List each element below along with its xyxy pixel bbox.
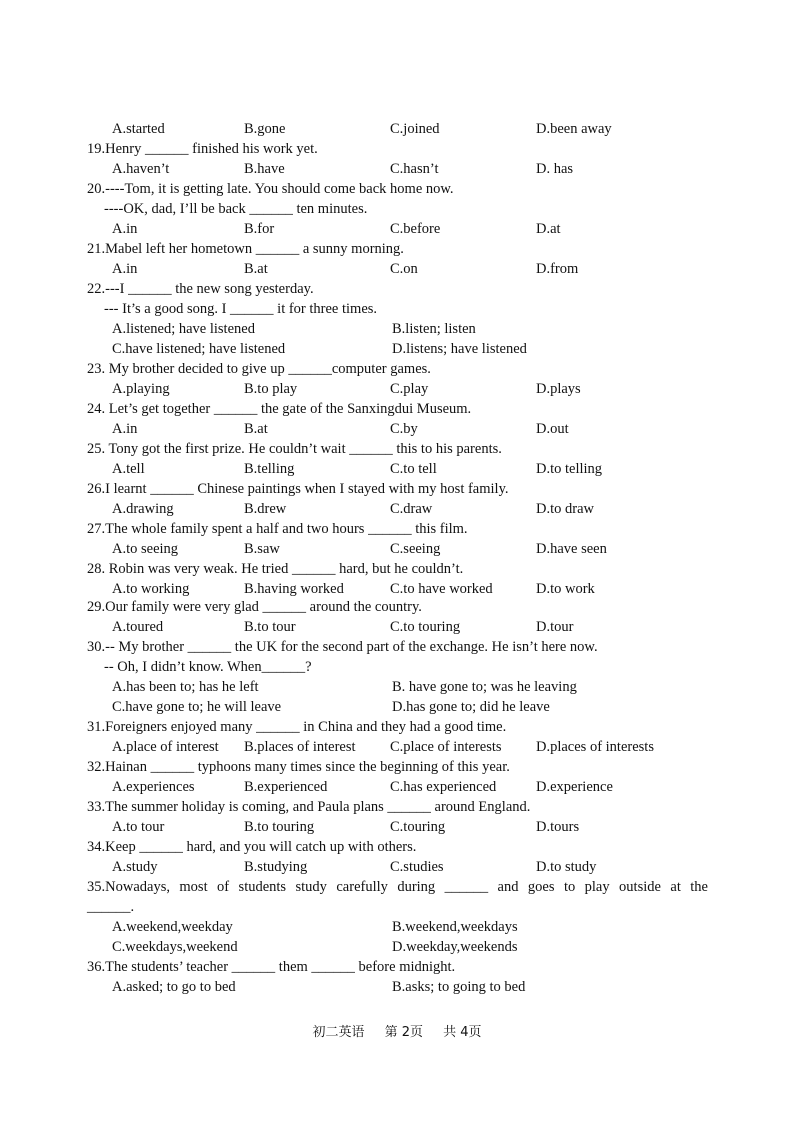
q35-options-row1 — [0, 918, 794, 936]
q20 — [0, 180, 794, 198]
q34 — [0, 838, 794, 856]
answer-option: B.studying — [244, 859, 308, 875]
answer-option: B.experienced — [244, 779, 328, 795]
answer-option: C.to have worked — [390, 581, 493, 597]
answer-option: D.out — [536, 421, 569, 437]
q23 — [0, 360, 794, 378]
answer-option: C.seeing — [390, 541, 441, 557]
q33 — [0, 798, 794, 816]
q20-options — [0, 220, 794, 238]
answer-option: B.having worked — [244, 581, 344, 597]
q35 — [0, 878, 794, 896]
answer-option: C.before — [390, 221, 441, 237]
answer-option: A.has been to; has he left — [112, 679, 259, 695]
answer-option: D.has gone to; did he leave — [392, 699, 550, 715]
q35-line2 — [0, 898, 794, 916]
answer-option: A.in — [112, 421, 138, 437]
answer-option: C.have listened; have listened — [112, 341, 286, 357]
answer-option: D.listens; have listened — [392, 341, 527, 357]
question-text: 20.----Tom, it is getting late. You should come back home now. — [87, 181, 454, 197]
q22-options-row2 — [0, 340, 794, 358]
answer-option: D.from — [536, 261, 579, 277]
answer-option: D.to draw — [536, 501, 594, 517]
q24-options — [0, 420, 794, 438]
answer-option: B.asks; to going to bed — [392, 979, 526, 995]
q22-line2 — [0, 300, 794, 318]
answer-option: B.to tour — [244, 619, 296, 635]
question-text: 29.Our family were very glad ______ around the country. — [87, 599, 422, 615]
q35-options-row2 — [0, 938, 794, 956]
answer-option: A.toured — [112, 619, 164, 635]
question-text: --- It’s a good song. I ______ it for three times. — [104, 301, 378, 317]
answer-option: C.hasn’t — [390, 161, 439, 177]
answer-option: D.weekday,weekends — [392, 939, 518, 955]
answer-option: C.to tell — [390, 461, 437, 477]
question-text: 23. My brother decided to give up ______computer games. — [87, 361, 431, 377]
footer-subject: 初二英语 — [312, 1025, 365, 1040]
q36-options-row1 — [0, 978, 794, 996]
answer-option: B.gone — [244, 121, 286, 137]
page-footer — [0, 1024, 794, 1042]
question-text: 32.Hainan ______ typhoons many times since the beginning of this year. — [87, 759, 510, 775]
answer-option: C.weekdays,weekend — [112, 939, 238, 955]
q18-options — [0, 120, 794, 138]
answer-option: A.weekend,weekday — [112, 919, 233, 935]
answer-option: D.to work — [536, 581, 595, 597]
answer-option: A.drawing — [112, 501, 174, 517]
question-text: 30.-- My brother ______ the UK for the second part of the exchange. He isn’t here now. — [87, 639, 598, 655]
answer-option: D.to telling — [536, 461, 603, 477]
answer-option: A.to working — [112, 581, 190, 597]
q34-options — [0, 858, 794, 876]
question-text: 21.Mabel left her hometown ______ a sunny morning. — [87, 241, 404, 257]
q33-options — [0, 818, 794, 836]
q24 — [0, 400, 794, 418]
q27 — [0, 520, 794, 538]
answer-option: B. have gone to; was he leaving — [392, 679, 577, 695]
q25 — [0, 440, 794, 458]
answer-option: B.to play — [244, 381, 298, 397]
answer-option: A.place of interest — [112, 739, 219, 755]
q28-options — [0, 580, 794, 598]
answer-option: B.weekend,weekdays — [392, 919, 518, 935]
answer-option: D.tours — [536, 819, 580, 835]
question-text: 19.Henry ______ finished his work yet. — [87, 141, 318, 157]
answer-option: B.at — [244, 421, 268, 437]
question-text: 22.---I ______ the new song yesterday. — [87, 281, 314, 297]
q26 — [0, 480, 794, 498]
answer-option: D.have seen — [536, 541, 607, 557]
answer-option: C.on — [390, 261, 418, 277]
question-text: 34.Keep ______ hard, and you will catch up with others. — [87, 839, 417, 855]
q19 — [0, 140, 794, 158]
question-text: 24. Let’s get together ______ the gate of the Sanxingdui Museum. — [87, 401, 472, 417]
answer-option: A.to seeing — [112, 541, 179, 557]
q26-options — [0, 500, 794, 518]
answer-option: B.have — [244, 161, 285, 177]
answer-option: B.at — [244, 261, 268, 277]
q30-options-row1 — [0, 678, 794, 696]
q29-options — [0, 618, 794, 636]
q21-options — [0, 260, 794, 278]
answer-option: B.places of interest — [244, 739, 356, 755]
q27-options — [0, 540, 794, 558]
question-text: 27.The whole family spent a half and two hours ______ this film. — [87, 521, 468, 537]
answer-option: D.to study — [536, 859, 597, 875]
question-text: 26.I learnt ______ Chinese paintings when I stayed with my host family. — [87, 481, 509, 497]
q19-options — [0, 160, 794, 178]
q22-options-row1 — [0, 320, 794, 338]
question-text: 35.Nowadays, most of students study carefully during ______ and goes to play outside at the — [87, 879, 708, 895]
footer-page-number: 第 2页 — [384, 1025, 423, 1040]
answer-option: D.places of interests — [536, 739, 654, 755]
q28 — [0, 560, 794, 578]
answer-option: A.started — [112, 121, 165, 137]
q22 — [0, 280, 794, 298]
answer-option: A.experiences — [112, 779, 195, 795]
answer-option: D.experience — [536, 779, 613, 795]
answer-option: A.asked; to go to bed — [112, 979, 236, 995]
answer-option: C.by — [390, 421, 418, 437]
answer-option: B.to touring — [244, 819, 315, 835]
q31 — [0, 718, 794, 736]
answer-option: C.to touring — [390, 619, 461, 635]
q29 — [0, 598, 794, 616]
q21 — [0, 240, 794, 258]
answer-option: A.listened; have listened — [112, 321, 255, 337]
answer-option: C.play — [390, 381, 429, 397]
q32 — [0, 758, 794, 776]
answer-option: B.listen; listen — [392, 321, 476, 337]
answer-option: A.haven’t — [112, 161, 170, 177]
answer-option: C.draw — [390, 501, 433, 517]
question-text: 25. Tony got the first prize. He couldn’t wait ______ this to his parents. — [87, 441, 502, 457]
footer-total-pages: 共 4页 — [443, 1025, 482, 1040]
question-text: 28. Robin was very weak. He tried ______ hard, but he couldn’t. — [87, 561, 464, 577]
answer-option: B.telling — [244, 461, 295, 477]
q36 — [0, 958, 794, 976]
answer-option: D. has — [536, 161, 574, 177]
answer-option: A.in — [112, 221, 138, 237]
question-text: 36.The students’ teacher ______ them ______ before midnight. — [87, 959, 456, 975]
q30 — [0, 638, 794, 656]
answer-option: B.for — [244, 221, 275, 237]
answer-option: A.tell — [112, 461, 145, 477]
q30-line2 — [0, 658, 794, 676]
answer-option: C.place of interests — [390, 739, 502, 755]
answer-option: D.at — [536, 221, 561, 237]
answer-option: D.tour — [536, 619, 574, 635]
question-text: ----OK, dad, I’ll be back ______ ten minutes. — [104, 201, 368, 217]
answer-option: C.joined — [390, 121, 440, 137]
q23-options — [0, 380, 794, 398]
answer-option: A.study — [112, 859, 158, 875]
answer-option: B.drew — [244, 501, 287, 517]
answer-option: B.saw — [244, 541, 280, 557]
answer-option: A.in — [112, 261, 138, 277]
answer-option: C.studies — [390, 859, 444, 875]
answer-option: A.to tour — [112, 819, 165, 835]
question-text: 33.The summer holiday is coming, and Paula plans ______ around England. — [87, 799, 531, 815]
answer-option: D.been away — [536, 121, 612, 137]
q25-options — [0, 460, 794, 478]
answer-option: C.has experienced — [390, 779, 497, 795]
answer-option: D.plays — [536, 381, 581, 397]
q31-options — [0, 738, 794, 756]
answer-option: A.playing — [112, 381, 170, 397]
question-text: 31.Foreigners enjoyed many ______ in China and they had a good time. — [87, 719, 507, 735]
answer-option: C.have gone to; he will leave — [112, 699, 282, 715]
answer-option: C.touring — [390, 819, 446, 835]
q32-options — [0, 778, 794, 796]
q30-options-row2 — [0, 698, 794, 716]
q20-line2 — [0, 200, 794, 218]
question-text: ______. — [87, 899, 135, 915]
question-text: -- Oh, I didn’t know. When______? — [104, 659, 312, 675]
